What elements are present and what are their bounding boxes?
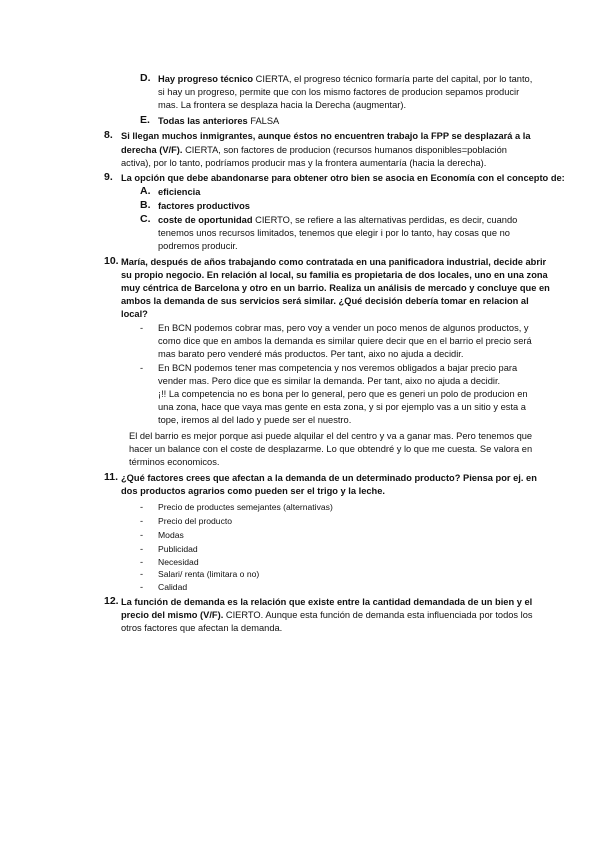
q10-conclusion-line-1: El del barrio es mejor porque asi puede alquilar el del centro y va a ganar mas. Pero tenemos que bbox=[129, 431, 533, 441]
q10-conclusion-line-3: términos economicos. bbox=[129, 457, 220, 467]
question-number-10: 10. bbox=[104, 255, 119, 267]
bullet-dash: - bbox=[140, 323, 144, 333]
option-letter-b: B. bbox=[140, 199, 151, 211]
bullet-dash: - bbox=[140, 544, 144, 554]
q10-bullet-2-line-5: tope, iremos al del lado y puede ser el nuestro. bbox=[158, 415, 352, 425]
bullet-dash: - bbox=[140, 569, 144, 579]
q12-line-2-text: CIERTO. Aunque esta función de demanda esta influenciada por todos los bbox=[223, 610, 533, 620]
option-letter-d: D. bbox=[140, 72, 151, 84]
q10-bullet-1-line-1: En BCN podemos cobrar mas, pero voy a vender un poco menos de algunos productos, y bbox=[158, 323, 529, 333]
q10-bullet-2-line-3: ¡!! La competencia no es bona per lo general, pero que es generi un polo de producion en bbox=[158, 389, 528, 399]
q7-d-line-1-text: CIERTA, el progreso técnico formaría parte del capital, por lo tanto, bbox=[253, 74, 533, 84]
question-number-12: 12. bbox=[104, 595, 119, 607]
bullet-dash: - bbox=[140, 516, 144, 526]
q10-bullet-1-line-3: mas barato pero venderé más productos. Per tant, aixo no ajuda a decidir. bbox=[158, 349, 464, 359]
bullet-dash: - bbox=[140, 582, 144, 592]
q9-option-c bbox=[158, 214, 517, 226]
q7-e-line bbox=[158, 115, 279, 127]
q10-bullet-2-line-4: una zona, hace que vaya mas gente en esta zona, y si por ejemplo vas a un sitio y esta a bbox=[158, 402, 526, 412]
q9-option-c-bold: coste de oportunidad bbox=[158, 215, 253, 225]
q11-question-line-2: dos productos agrarios como pueden ser el trigo y la leche. bbox=[121, 486, 385, 496]
q9-option-a: eficiencia bbox=[158, 187, 201, 197]
q7-d-line-1-bold: Hay progreso técnico bbox=[158, 74, 254, 84]
question-number-8: 8. bbox=[104, 129, 113, 141]
option-letter-c: C. bbox=[140, 213, 151, 225]
q10-conclusion-line-2: hacer un balance con el coste de desplazarme. Lo que obtendré y lo que me cuesta. Se valora en bbox=[129, 444, 533, 454]
q9-option-c-line-2: tenemos unos recursos limitados, tenemos que elegir i por lo tanto, hay cosas que no bbox=[158, 228, 510, 238]
q7-d-line-2: si hay un progreso, permite que con los mismo factores de producion sepamos producir bbox=[158, 87, 520, 97]
q11-item-5: Necesidad bbox=[158, 557, 199, 567]
bullet-dash: - bbox=[140, 530, 144, 540]
q12-line-3: otros factores que afectan la demanda. bbox=[121, 623, 283, 633]
q11-item-7: Calidad bbox=[158, 582, 188, 592]
option-letter-a: A. bbox=[140, 185, 151, 197]
q10-question-line-2: su propio negocio. En relación al local, su familia es propietaria de dos locales, uno en una zona bbox=[121, 270, 548, 280]
q10-question-line-3: muy céntrica de Barcelona y otro en un barrio. Realiza un análisis de mercado y concluye que en bbox=[121, 283, 550, 293]
question-number-11: 11. bbox=[104, 471, 119, 483]
q8-line-2 bbox=[121, 144, 507, 156]
q10-question-line-4: ambos la demanda de sus servicios será similar. ¿Qué decisión debería tomar en relacion al bbox=[121, 296, 529, 306]
q8-line-2-bold: derecha (V/F). bbox=[121, 145, 183, 155]
q10-bullet-2-line-2: vender mas. Pero dice que es similar la demanda. Per tant, aixo no ajuda a decidir. bbox=[158, 376, 501, 386]
q11-item-3: Modas bbox=[158, 530, 184, 540]
option-letter-e: E. bbox=[140, 114, 150, 126]
q11-question-line-1: ¿Qué factores crees que afectan a la demanda de un determinado producto? Piensa por ej. en bbox=[121, 473, 537, 483]
q9-option-c-text: CIERTO, se refiere a las alternativas perdidas, es decir, cuando bbox=[252, 215, 518, 225]
bullet-dash: - bbox=[140, 502, 144, 512]
q7-d-line-1 bbox=[158, 73, 532, 85]
q10-question-line-5: local? bbox=[121, 309, 148, 319]
q9-option-c-line-3: podremos producir. bbox=[158, 241, 238, 251]
q12-line-2-bold: precio del mismo (V/F). bbox=[121, 610, 224, 620]
q10-bullet-1-line-2: como dice que en ambos la demanda es similar quiere decir que en el barrio el precio será bbox=[158, 336, 532, 346]
question-number-9: 9. bbox=[104, 171, 113, 183]
q8-line-3: activa), por lo tanto, podríamos producir mas y la frontera aumentaría (hacia la derecha). bbox=[121, 158, 487, 168]
bullet-dash: - bbox=[140, 557, 144, 567]
q10-question-line-1: María, después de años trabajando como contratada en una panificadora industrial, decide abrir bbox=[121, 257, 547, 267]
q12-line-1: La función de demanda es la relación que existe entre la cantidad demandada de un bien y el bbox=[121, 597, 533, 607]
q7-d-line-3: mas. La frontera se desplaza hacia la Derecha (augmentar). bbox=[158, 100, 407, 110]
q8-line-1: Si llegan muchos inmigrantes, aunque éstos no encuentren trabajo la FPP se desplazará a la bbox=[121, 131, 531, 141]
q12-line-2 bbox=[121, 609, 533, 621]
q9-question: La opción que debe abandonarse para obtener otro bien se asocia en Economía con el concepto de: bbox=[121, 173, 565, 183]
q11-item-2: Precio del producto bbox=[158, 516, 233, 526]
q7-e-bold: Todas las anteriores bbox=[158, 116, 248, 126]
q11-item-4: Publicidad bbox=[158, 544, 198, 554]
q11-item-1: Precio de productes semejantes (alternativas) bbox=[158, 502, 333, 512]
q7-e-text: FALSA bbox=[247, 116, 280, 126]
bullet-dash: - bbox=[140, 363, 144, 373]
q10-bullet-2-line-1: En BCN podemos tener mas competencia y nos veremos obligados a bajar precio para bbox=[158, 363, 518, 373]
q8-line-2-text: CIERTA, son factores de producion (recursos humanos disponibles=población bbox=[182, 145, 507, 155]
q11-item-6: Salari/ renta (limitara o no) bbox=[158, 569, 260, 579]
q9-option-b: factores productivos bbox=[158, 201, 250, 211]
